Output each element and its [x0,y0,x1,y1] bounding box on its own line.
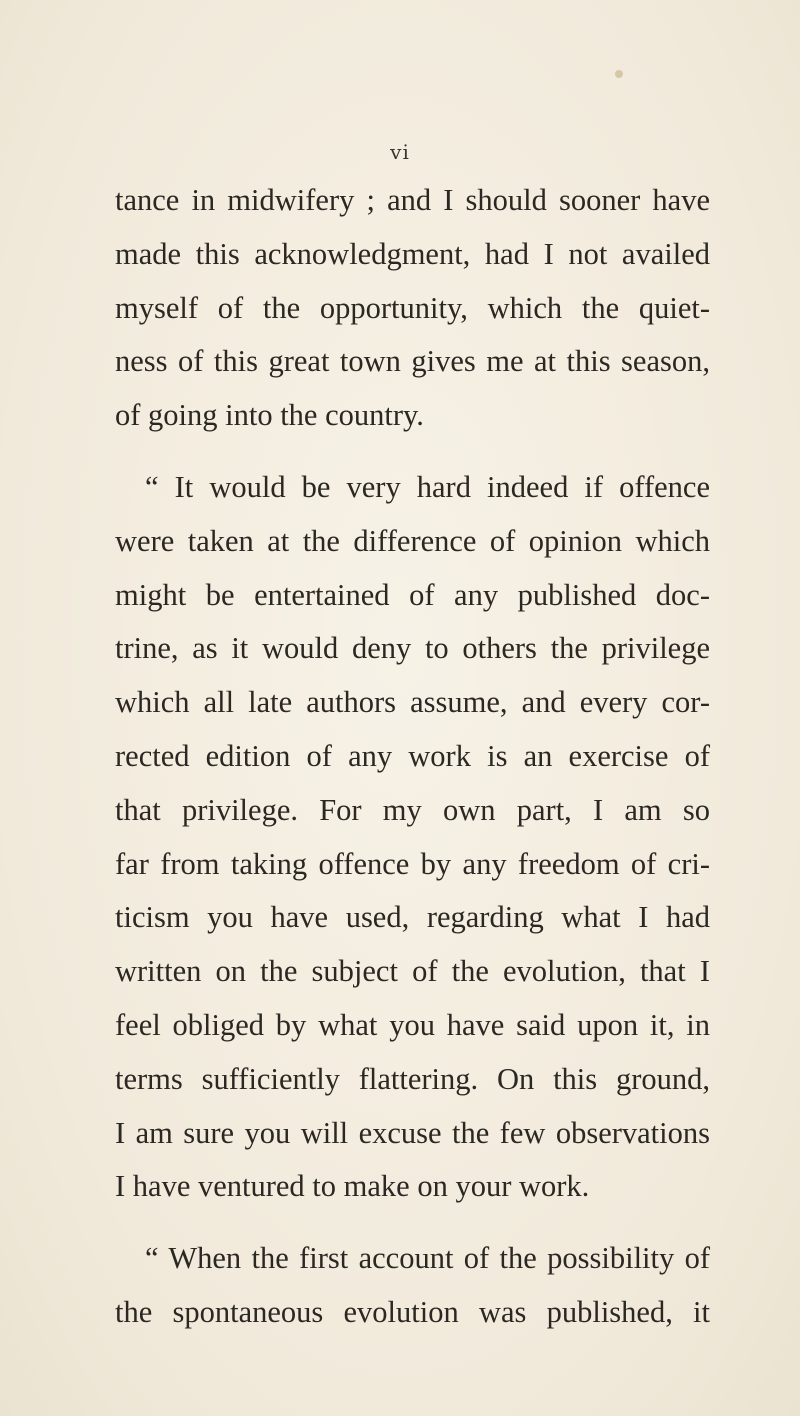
text-line: I have ventured to make on your work. [115,1169,590,1204]
text-line: I am sure you will excuse the few observations [115,1115,710,1150]
text-line: of going into the country. [115,398,424,433]
body-text [115,174,710,1340]
text-line: that privilege. For my own part, I am so [115,792,710,827]
text-line: ticism you have used, regarding what I had [115,900,710,935]
text-line: “ When the first account of the possibility of [145,1241,710,1276]
text-line: which all late authors assume, and every cor- [115,685,710,720]
text-line: the spontaneous evolution was published, it [115,1294,710,1329]
text-line: were taken at the difference of opinion which [115,523,710,558]
text-line: written on the subject of the evolution, that I [115,954,710,989]
text-line: far from taking offence by any freedom of cri- [115,846,710,881]
text-line: tance in midwifery ; and I should sooner have [115,183,710,217]
text-line: trine, as it would deny to others the privilege [115,631,710,666]
paper-speck [615,70,623,78]
text-line: “ It would be very hard indeed if offence [145,469,710,504]
page-number: vi [390,140,410,164]
text-line: myself of the opportunity, which the quiet- [115,290,710,325]
text-line: made this acknowledgment, had I not availed [115,236,710,271]
text-line: might be entertained of any published doc- [115,577,710,612]
text-line: feel obliged by what you have said upon it, in [115,1007,710,1042]
text-line: terms sufficiently flattering. On this ground, [115,1061,710,1096]
text-line: rected edition of any work is an exercise of [115,738,710,773]
text-line: ness of this great town gives me at this season, [115,344,710,379]
